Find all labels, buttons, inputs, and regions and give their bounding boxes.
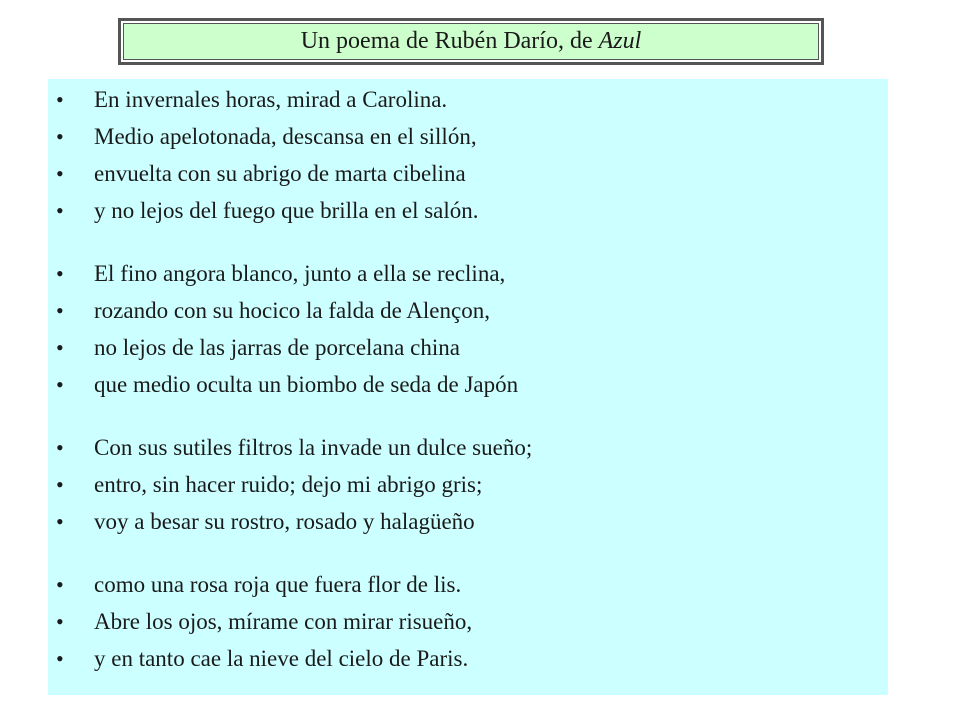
poem-box (48, 79, 888, 695)
poem-line-text: como una rosa roja que fuera flor de lis. (94, 572, 462, 597)
poem-line-text: no lejos de las jarras de porcelana china (94, 335, 460, 360)
poem-line-text: que medio oculta un biombo de seda de Japón (94, 372, 519, 397)
poem-line-text: entro, sin hacer ruido; dejo mi abrigo gris; (94, 472, 483, 497)
bullet-icon: • (56, 472, 64, 497)
poem-line-text: y no lejos del fuego que brilla en el salón. (94, 198, 479, 223)
bullet-icon: • (56, 261, 64, 286)
bullet-icon: • (56, 87, 64, 112)
title-work: Azul (598, 28, 642, 54)
bullet-icon: • (56, 435, 64, 460)
poem-line-text: y en tanto cae la nieve del cielo de Paris. (94, 646, 469, 671)
poem-line-text: El fino angora blanco, junto a ella se reclina, (94, 261, 506, 286)
poem-line-text: En invernales horas, mirad a Carolina. (94, 87, 448, 112)
title-box (118, 18, 824, 65)
bullet-icon: • (56, 509, 64, 534)
bullet-icon: • (56, 298, 64, 323)
bullet-icon: • (56, 572, 64, 597)
poem-line-text: rozando con su hocico la falda de Alençon, (94, 298, 490, 323)
bullet-icon: • (56, 372, 64, 397)
slide-title (123, 23, 819, 60)
title-prefix: Un poema de Rubén Darío, de (300, 28, 599, 54)
bullet-icon: • (56, 646, 64, 671)
poem-line-text: Con sus sutiles filtros la invade un dulce sueño; (94, 435, 533, 460)
bullet-icon: • (56, 161, 64, 186)
poem-line-text: Medio apelotonada, descansa en el sillón, (94, 124, 477, 149)
poem-line-text: Abre los ojos, mírame con mirar risueño, (94, 609, 473, 634)
bullet-icon: • (56, 335, 64, 360)
poem-line-text: envuelta con su abrigo de marta cibelina (94, 161, 466, 186)
poem-line-text: voy a besar su rostro, rosado y halagüeño (94, 509, 475, 534)
bullet-icon: • (56, 198, 64, 223)
bullet-icon: • (56, 609, 64, 634)
bullet-icon: • (56, 124, 64, 149)
